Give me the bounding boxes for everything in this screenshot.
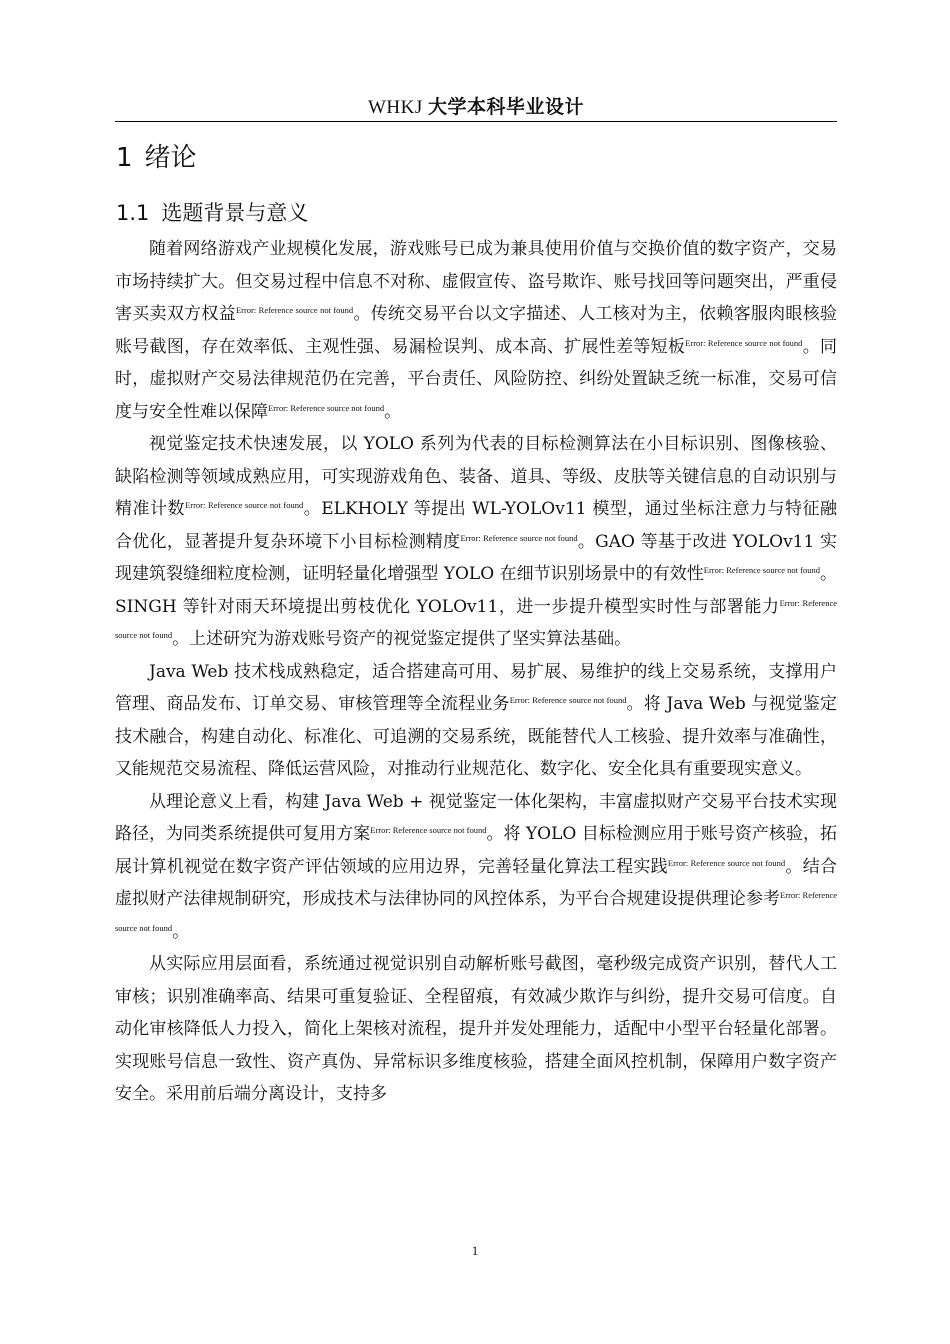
paragraph-text: 视觉鉴定技术快速发展，以 YOLO 系列为代表的目标检测算法在小目标识别、图像核验、缺陷检测等领域成熟应用，可实现游戏角色、装备、道具、等级、皮肤等关键信息的自动识别与精准计数	[115, 434, 837, 519]
running-header	[115, 95, 837, 119]
citation-error: Error: Reference source not found	[115, 890, 837, 933]
paragraph-text: 。上述研究为游戏账号资产的视觉鉴定提供了坚实算法基础。	[172, 629, 632, 649]
citation-error: Error: Reference source not found	[115, 597, 837, 640]
paragraph-text: 从实际应用层面看，系统通过视觉识别自动解析账号截图，毫秒级完成资产识别，替代人工审核；识别准确率高、结果可重复验证、全程留痕，有效减少欺诈与纠纷，提升交易可信度。自动化审核降低人力投入，简化上架核对流程，提升并发处理能力，适配中小型平台轻量化部署。实现账号信息一致性、资产真伪、异常标识多维度核验，搭建全面风控机制，保障用户数字资产安全。采用前后端分离设计，支持多	[115, 954, 837, 1104]
citation-error: Error: Reference source not found	[685, 337, 803, 348]
page-number: 1	[471, 1243, 479, 1258]
chapter-title: 绪论	[144, 143, 197, 173]
citation-error: Error: Reference source not found	[235, 305, 354, 315]
paragraph	[115, 948, 837, 1111]
paragraph-text: Java Web 技术栈成熟稳定，适合搭建高可用、易扩展、易维护的线上交易系统，支撑用户管理、商品发布、订单交易、审核管理等全流程业务	[115, 661, 837, 714]
section-number: 1.1	[116, 201, 150, 225]
paragraph	[115, 786, 837, 949]
citation-error: Error: Reference source not found	[370, 825, 487, 835]
paragraph-text: 。将 YOLO 目标检测应用于账号资产核验，拓展计算机视觉在数字资产评估领域的应用边界，完善轻量化算法工程实践	[115, 824, 837, 877]
citation-error: Error: Reference source not found	[509, 695, 627, 705]
body-text	[115, 233, 837, 1111]
paragraph	[115, 233, 837, 428]
paragraph	[115, 656, 837, 786]
paragraph-text: 从理论意义上看，构建 Java Web + 视觉鉴定一体化架构，丰富虚拟财产交易平台技术实现路径，为同类系统提供可复用方案	[115, 791, 837, 844]
header-rule	[115, 121, 837, 122]
section-heading	[116, 198, 308, 228]
paragraph-text: 。ELKHOLY 等提出 WL-YOLOv11 模型，通过坐标注意力与特征融合优化，显著提升复杂环境下小目标检测精度	[115, 499, 838, 552]
section-title: 选题背景与意义	[161, 201, 309, 225]
citation-error: Error: Reference source not found	[185, 500, 304, 510]
paragraph-text: 随着网络游戏产业规模化发展，游戏账号已成为兼具使用价值与交换价值的数字资产，交易市场持续扩大。但交易过程中信息不对称、虚假宣传、盗号欺诈、账号找回等问题突出，严重侵害买卖双方权益	[115, 239, 837, 324]
paragraph-text: 。同时，虚拟财产交易法律规范仍在完善，平台责任、风险防控、纠纷处置缺乏统一标准，交易可信度与安全性难以保障	[115, 336, 837, 422]
chapter-number: 1	[116, 143, 133, 173]
paragraph-text: 。GAO 等基于改进 YOLOv11 实现建筑裂缝细粒度检测，证明轻量化增强型 YOLO 在细节识别场景中的有效性	[115, 531, 837, 584]
paragraph-text: 。	[172, 921, 190, 942]
chapter-heading	[116, 140, 197, 176]
citation-error: Error: Reference source not found	[667, 857, 786, 868]
citation-error: Error: Reference source not found	[460, 532, 578, 543]
citation-error: Error: Reference source not found	[268, 402, 385, 413]
paragraph-text: 。SINGH 等针对雨天环境提出剪枝优化 YOLOv11，进一步提升模型实时性与部署能力	[115, 564, 837, 617]
header-title: 大学本科毕业设计	[428, 96, 585, 118]
paragraph-text: 。将 Java Web 与视觉鉴定技术融合，构建自动化、标准化、可追溯的交易系统，既能替代人工核验、提升效率与准确性，又能规范交易流程、降低运营风险，对推动行业规范化、数字化、安全化具有重要现实意义。	[115, 694, 838, 779]
paragraph	[115, 428, 837, 656]
citation-error: Error: Reference source not found	[703, 565, 820, 575]
paragraph-text: 。	[384, 401, 402, 422]
paragraph-text: 。传统交易平台以文字描述、人工核对为主，依赖客服肉眼核验账号截图，存在效率低、主观性强、易漏检误判、成本高、扩展性差等短板	[115, 304, 837, 357]
header-latin: WHKJ	[367, 97, 423, 118]
paragraph-text: 。结合虚拟财产法律规制研究，形成技术与法律协同的风控体系，为平台合规建设提供理论参考	[115, 856, 837, 909]
